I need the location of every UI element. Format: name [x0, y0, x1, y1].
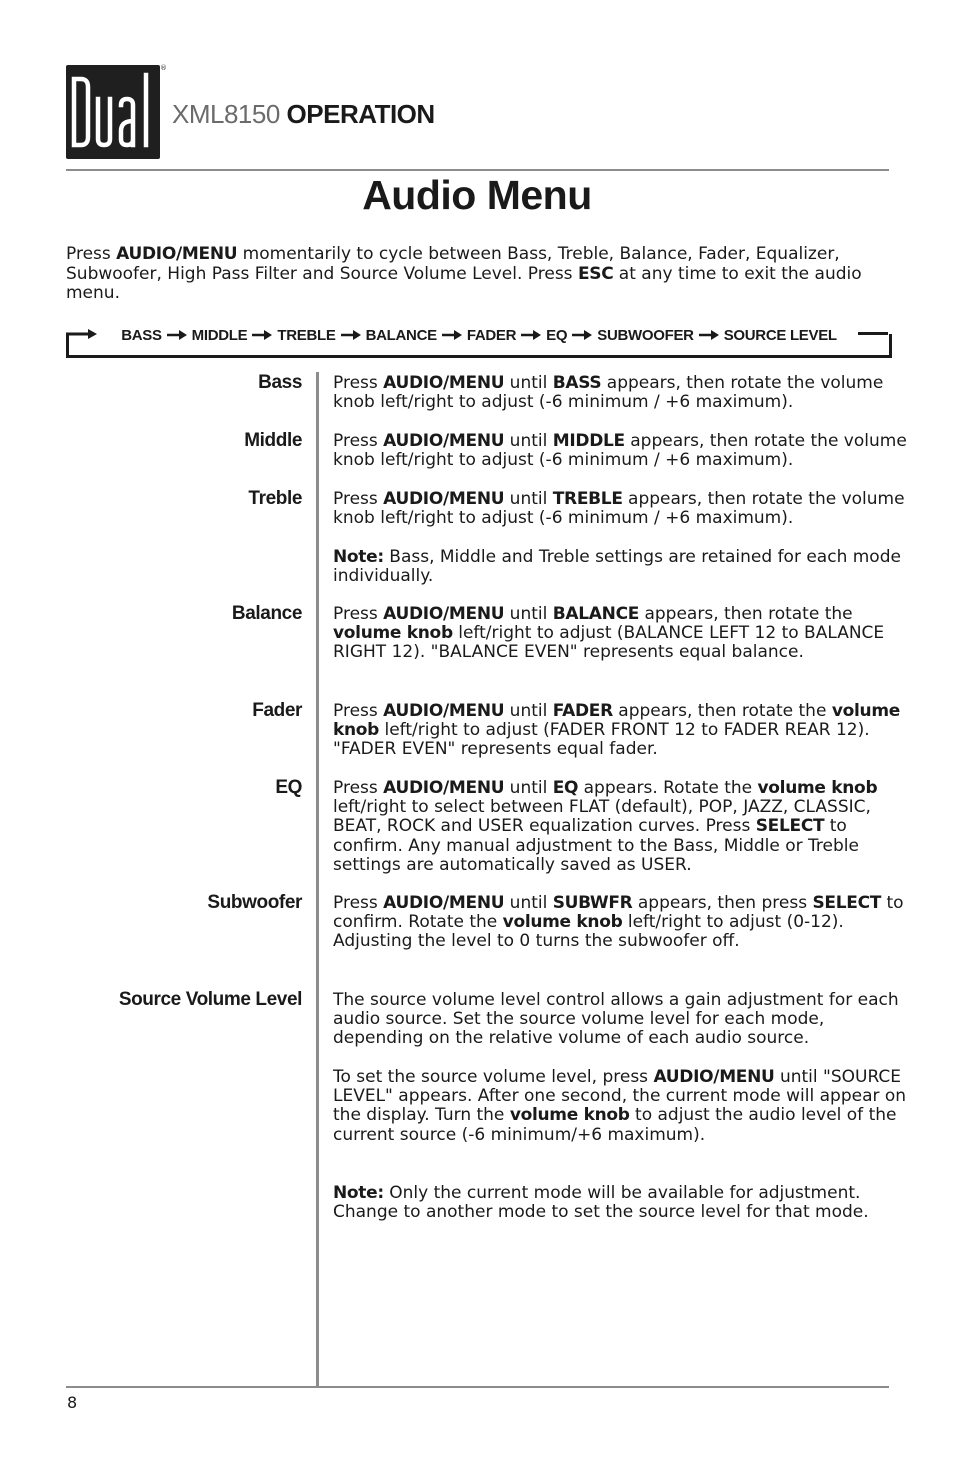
section-name: OPERATION: [286, 99, 435, 129]
arrow-right-icon: [341, 329, 361, 341]
intro-paragraph: Press AUDIO/MENU momentarily to cycle between Bass, Treble, Balance, Fader, Equalizer, Subwoofer, High Pass Filter and Source Volume Level. Press ESC at any time to exit the audio menu.: [66, 244, 862, 303]
flow-step-eq: EQ: [546, 326, 568, 344]
bass-description: Press AUDIO/MENU until BASS appears, then rotate the volume knob left/right to adjust (-6 minimum / +6 maximum).: [333, 373, 884, 413]
treble-note: Note: Bass, Middle and Treble settings are retained for each mode individually.: [333, 547, 901, 587]
middle-label: Middle: [244, 430, 302, 451]
flow-step-treble: TREBLE: [277, 326, 336, 344]
source-volume-description: The source volume level control allows a gain adjustment for each audio source. Set the source volume level for each mode, depending on the relative volume of each audio source.: [333, 990, 899, 1049]
flow-step-subwoofer: SUBWOOFER: [597, 326, 694, 344]
flow-step-balance: BALANCE: [365, 326, 437, 344]
dual-logo-mark: [66, 65, 160, 159]
arrow-right-icon: [699, 329, 719, 341]
fader-description: Press AUDIO/MENU until FADER appears, then rotate the volume knob left/right to adjust (FADER FRONT 12 to FADER REAR 12). "FADER EVEN" represents equal fader.: [333, 701, 900, 760]
footer-rule: [66, 1386, 889, 1388]
treble-description: Press AUDIO/MENU until TREBLE appears, then rotate the volume knob left/right to adjust (-6 minimum / +6 maximum).: [333, 489, 905, 529]
page-title: Audio Menu: [362, 172, 592, 218]
middle-description: Press AUDIO/MENU until MIDDLE appears, then rotate the volume knob left/right to adjust (-6 minimum / +6 maximum).: [333, 431, 907, 471]
flow-step-middle: MIDDLE: [191, 326, 248, 344]
subwoofer-label: Subwoofer: [207, 892, 302, 913]
source-volume-note: Note: Only the current mode will be available for adjustment. Change to another mode to set the source level for that mode.: [333, 1183, 869, 1223]
audio-menu-flow: [66, 323, 892, 347]
page-number: 8: [67, 1393, 78, 1412]
registered-mark: ®: [160, 64, 167, 72]
balance-label: Balance: [231, 603, 302, 624]
arrow-right-icon: [167, 329, 187, 341]
treble-label: Treble: [248, 488, 302, 509]
header-title: [172, 99, 435, 130]
bass-label: Bass: [258, 372, 302, 393]
eq-description: Press AUDIO/MENU until EQ appears. Rotate the volume knob left/right to select between FLAT (default), POP, JAZZ, CLASSIC, BEAT, ROCK and USER equalization curves. Press SELECT to confirm. Any manual adjustment to the Bass, Middle or Treble settings are automatically saved as USER.: [333, 778, 878, 875]
flow-step-bass: BASS: [121, 326, 162, 344]
balance-description: Press AUDIO/MENU until BALANCE appears, then rotate the volume knob left/right to adjust (BALANCE LEFT 12 to BALANCE RIGHT 12). "BALANCE EVEN" represents equal balance.: [333, 604, 885, 663]
source-volume-level-label: Source Volume Level: [118, 989, 302, 1010]
subwoofer-description: Press AUDIO/MENU until SUBWFR appears, then press SELECT to confirm. Rotate the volume knob left/right to adjust (0-12). Adjusting the level to 0 turns the subwoofer off.: [333, 893, 904, 952]
source-volume-instructions: To set the source volume level, press AUDIO/MENU until "SOURCE LEVEL" appears. After one second, the current mode will appear on the display. Turn the volume knob to adjust the audio level of the current source (-6 minimum/+6 maximum).: [333, 1067, 907, 1145]
dual-logo: [66, 65, 160, 159]
flow-step-source-level: SOURCE LEVEL: [723, 326, 837, 344]
column-divider: [316, 372, 319, 1386]
arrow-right-icon: [442, 329, 462, 341]
fader-label: Fader: [252, 700, 302, 721]
arrow-right-icon: [521, 329, 541, 341]
arrow-right-icon: [572, 329, 592, 341]
flow-step-fader: FADER: [466, 326, 517, 344]
eq-label: EQ: [275, 777, 302, 798]
arrow-right-icon: [252, 329, 272, 341]
model-number: XML8150: [172, 99, 280, 129]
header-rule: [66, 169, 889, 171]
